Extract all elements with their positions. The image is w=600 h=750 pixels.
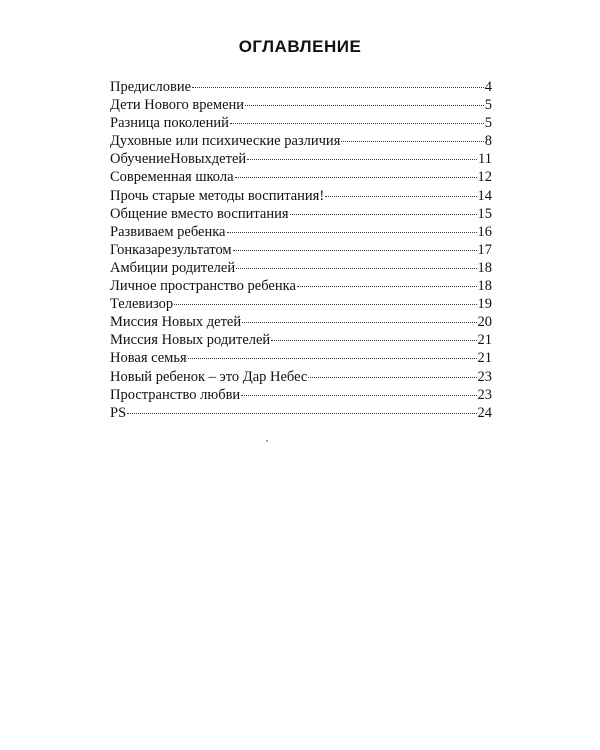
toc-dot-leader: [242, 306, 476, 323]
toc-entry-label: Телевизор: [110, 296, 174, 313]
toc-entry-label: ОбучениеНовыхдетей: [110, 151, 247, 168]
toc-entry-page-number: 19: [477, 296, 492, 313]
toc-entry-label: Миссия Новых родителей: [110, 332, 271, 349]
toc-entry-label: Личное пространство ребенка: [110, 278, 296, 295]
toc-dot-leader: [174, 288, 476, 305]
toc-entry-label: Гонказарезультатом: [110, 241, 232, 258]
toc-dot-leader: [233, 234, 477, 251]
toc-dot-leader: [290, 198, 477, 215]
toc-dot-leader: [192, 71, 484, 88]
toc-entry-label: Новая семья: [110, 350, 187, 367]
toc-dot-leader: [247, 143, 477, 160]
toc-dot-leader: [308, 361, 476, 378]
toc-dot-leader: [236, 252, 476, 269]
toc-dot-leader: [230, 107, 484, 124]
toc-entry-page-number: 21: [477, 332, 492, 349]
toc-dot-leader: [235, 161, 477, 178]
toc-entry-label: Новый ребенок – это Дар Небес: [110, 368, 308, 385]
toc-entry-page-number: 8: [484, 133, 492, 150]
toc-entry-label: Предисловие: [110, 79, 192, 95]
toc-title: ОГЛАВЛЕНИЕ: [238, 37, 362, 56]
toc-entry-label: Общение вместо воспитания: [110, 205, 289, 222]
toc-entry-page-number: 5: [484, 97, 492, 114]
toc-entry-label: Развиваем ребенка: [110, 223, 226, 240]
toc-entry-page-number: 11: [478, 151, 492, 168]
toc-entry-label: Прочь старые методы воспитания!: [110, 187, 325, 204]
toc-entry-label: Разница поколений: [110, 115, 229, 132]
toc-entry-page-number: 23: [477, 386, 492, 403]
toc-dot-leader: [325, 180, 476, 197]
toc-entry-page-number: 16: [477, 223, 492, 240]
toc-dot-leader: [341, 125, 483, 142]
toc-dot-leader: [297, 270, 477, 287]
toc-entry-page-number: 14: [477, 187, 492, 204]
toc-entry-page-number: 17: [477, 241, 492, 258]
toc-entry-page-number: 5: [484, 115, 492, 132]
scan-speck: [266, 440, 268, 442]
toc-entry-page-number: 15: [477, 205, 492, 222]
toc-entry: [110, 400, 492, 421]
toc-entry-page-number: 18: [477, 278, 492, 295]
toc-entry-page-number: 4: [484, 79, 492, 95]
toc-entry-page-number: 20: [477, 314, 492, 331]
toc-entry-label: Пространство любви: [110, 386, 241, 403]
toc-dot-leader: [271, 324, 476, 341]
toc-entry-page-number: 23: [477, 368, 492, 385]
toc-entry-label: Духовные или психические различия: [110, 133, 341, 150]
toc-entry-page-number: 12: [477, 169, 492, 186]
toc-entry-page-number: 21: [477, 350, 492, 367]
toc-dot-leader: [245, 89, 484, 106]
toc-entry-label: Амбиции родителей: [110, 259, 236, 276]
toc-dot-leader: [188, 342, 477, 359]
toc-entry-label: Дети Нового времени: [110, 97, 245, 114]
toc-entry-label: Современная школа: [110, 169, 234, 186]
toc-dot-leader: [241, 379, 476, 396]
toc-entry-label: PS: [110, 404, 127, 421]
toc-entry-page-number: 18: [477, 259, 492, 276]
toc-list: [110, 74, 492, 421]
toc-entry-label: Миссия Новых детей: [110, 314, 242, 331]
toc-dot-leader: [127, 397, 476, 414]
toc-entry-page-number: 24: [477, 404, 492, 421]
toc-dot-leader: [227, 216, 477, 233]
